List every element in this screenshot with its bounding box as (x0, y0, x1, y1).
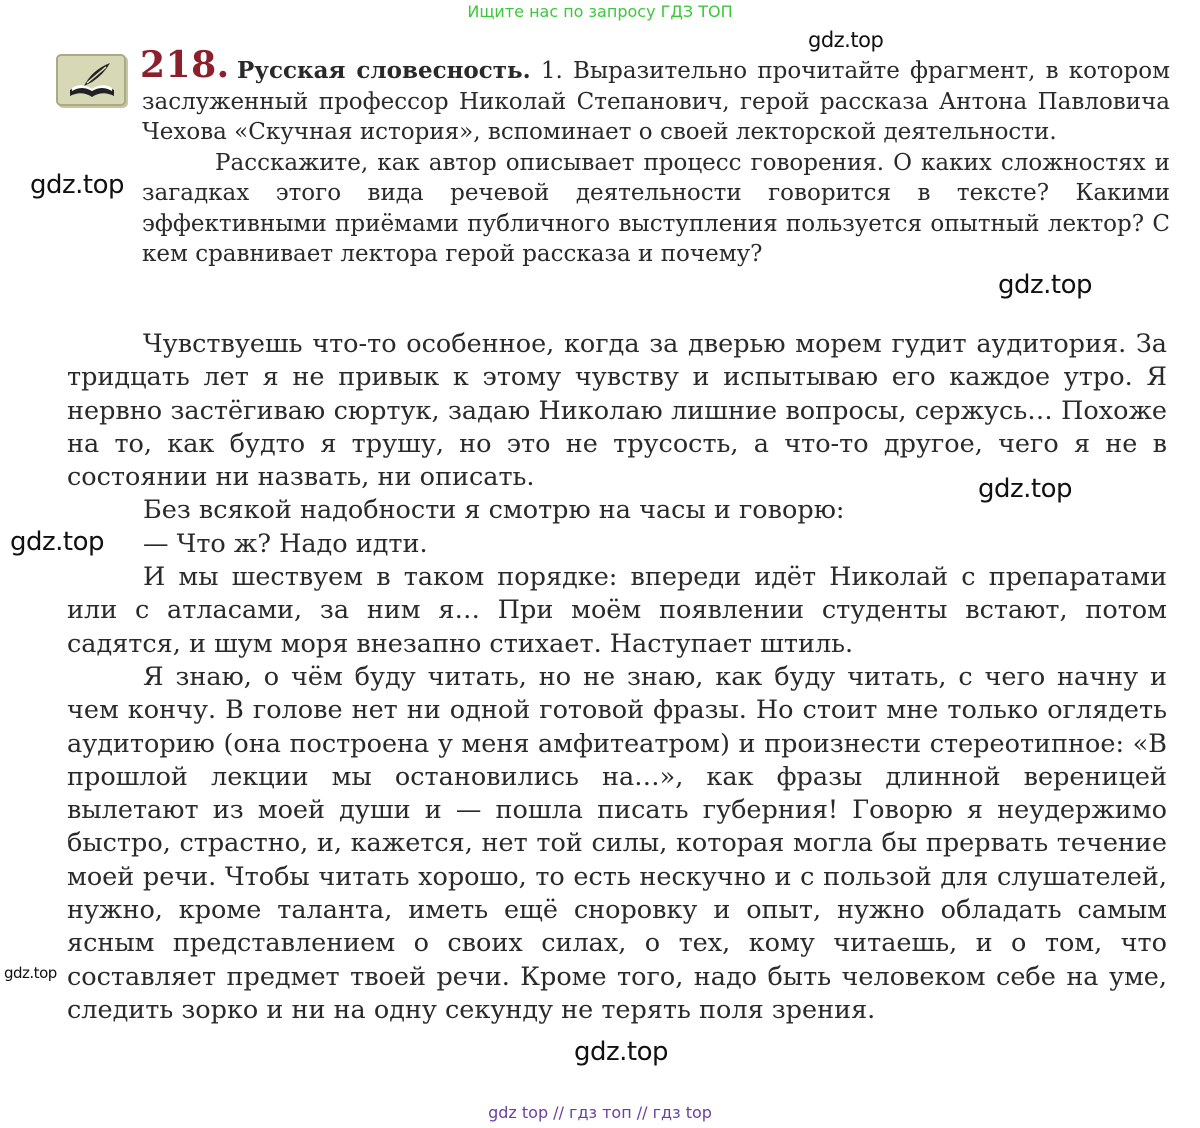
task-paragraph-1 (142, 56, 1170, 148)
book-quill-icon (56, 54, 126, 106)
search-banner: Ищите нас по запросу ГДЗ ТОП (467, 2, 733, 21)
excerpt-paragraph: Чувствуешь что-то особенное, когда за дверью морем гудит аудитория. За тридцать лет я не привык к этому чувству и испытываю его каждое утро. Я нервно застёгиваю сюртук, задаю Николаю лишние вопросы, сержусь… Похоже на то, как будто я трушу, но это не трусость, а что-то другое, чего я не в состоянии ни назвать, ни описать. (67, 329, 1167, 493)
chekhov-excerpt (67, 328, 1167, 1027)
watermark: gdz.top (10, 527, 105, 557)
task-number: 218. (140, 44, 230, 86)
excerpt-paragraph: Я знаю, о чём буду читать, но не знаю, как буду читать, с чего начну и чем кончу. В голове нет ни одной готовой фразы. Но стоит мне только оглядеть аудиторию (она построена у меня амфитеатром) и произнести стереотипное: «В прошлой лекции мы остановились на…», как фразы длинной вереницей вылетают из моей души и — пошла писать губерния! Говорю я неудержимо быстро, страстно, и, кажется, нет той силы, которая могла бы прервать течение моей речи. Чтобы читать хорошо, то есть нескучно и с пользой для слушателей, нужно, кроме таланта, иметь ещё сноровку и опыт, нужно обладать самым ясным представлением о своих силах, о тех, кому читаешь, и о том, что составляет предмет твоей речи. Кроме того, надо быть человеком себе на уме, следить зорко и ни на одну секунду не терять поля зрения. (67, 661, 1167, 1025)
watermark: gdz.top (998, 270, 1093, 300)
watermark: gdz.top (574, 1037, 669, 1067)
watermark: gdz.top (978, 474, 1073, 504)
excerpt-paragraph: Без всякой надобности я смотрю на часы и говорю: (143, 495, 845, 526)
task-paragraph-2: Расскажите, как автор описывает процесс говорения. О каких сложностях и загадках этого вида речевой деятельности говорится в тексте? Какими эффективными приёмами публичного выступления пользуется опытный лектор? С кем сравнивает лектора герой рассказа и почему? (142, 149, 1170, 267)
footer-links: gdz top // гдз топ // гдз top (488, 1103, 712, 1122)
task-instructions (142, 56, 1170, 270)
excerpt-paragraph: И мы шествуем в таком порядке: впереди идёт Николай с препаратами или с атласами, за ним я… При моём появлении студенты встают, потом садятся, и шум моря внезапно стихает. Наступает штиль. (67, 562, 1167, 659)
task-text-1: 1. Выразительно прочитайте фрагмент, в котором заслуженный профессор Николай Степанович, герой рассказа Антона Павловича Чехова «Скучная история», вспоминает о своей лекторской деятельности. (142, 58, 1170, 145)
excerpt-dialog-line: — Что ж? Надо идти. (143, 528, 428, 559)
watermark: gdz.top (808, 28, 884, 52)
task-title: Русская словесность. (237, 57, 531, 84)
watermark: gdz.top (4, 964, 57, 982)
watermark: gdz.top (30, 170, 125, 200)
